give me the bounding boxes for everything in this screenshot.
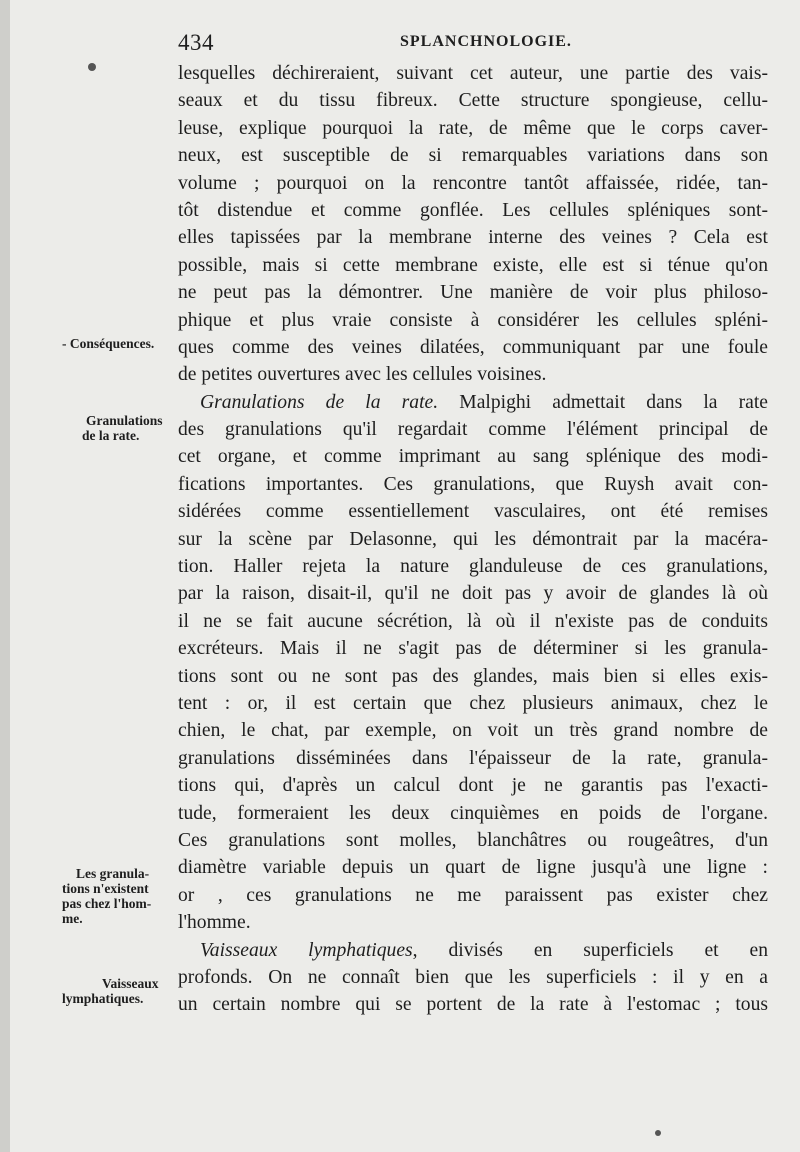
paragraph-structure <box>178 60 768 389</box>
text-line: sur la scène par Delasonne, qui les démontrait par la macéra- <box>178 528 768 550</box>
text-line: chien, le chat, par exemple, on voit un très grand nombre de <box>178 720 768 742</box>
text-line: l'homme. <box>178 912 251 934</box>
text-line: possible, mais si cette membrane existe, elle est si ténue qu'on <box>178 254 768 276</box>
text-line: seaux et du tissu fibreux. Cette structure spongieuse, cellu- <box>178 90 768 112</box>
text-line-rest: , divisés en superficiels et en <box>412 939 768 961</box>
text-line: or , ces granulations ne me paraissent pas exister chez <box>178 884 768 906</box>
text-line: par la raison, disait-il, qu'il ne doit pas y avoir de glandes là où <box>178 583 768 605</box>
text-line: cet organe, et comme imprimant au sang splénique des modi- <box>178 446 768 468</box>
text-line: profonds. On ne connaît bien que les superficiels : il y en a <box>178 966 768 988</box>
text-line: il ne se fait aucune sécrétion, là où il n'existe pas de conduits <box>178 610 768 632</box>
paragraph-vaisseaux <box>178 937 768 1019</box>
running-title: SPLANCHNOLOGIE. <box>400 33 572 50</box>
text-line: granulations disséminées dans l'épaisseur de la rate, granula- <box>178 747 768 769</box>
text-line: tions sont ou ne sont pas des glandes, mais bien si elles exis- <box>178 665 768 687</box>
text-line: tions qui, d'après un calcul dont je ne garantis pas l'exacti- <box>178 775 768 797</box>
text-line: un certain nombre qui se portent de la rate à l'estomac ; tous <box>178 994 768 1016</box>
margin-note-vaisseaux <box>62 976 159 1006</box>
margin-note-line: Vaisseaux <box>102 976 159 991</box>
text-line: des granulations qu'il regardait comme l'élément principal de <box>178 419 768 441</box>
body-text <box>178 60 768 1019</box>
text-line: leuse, explique pourquoi la rate, de même que le corps caver- <box>178 117 768 139</box>
margin-note-line: lymphatiques. <box>62 991 144 1006</box>
text-line: phique et plus vraie consiste à considérer les cellules spléni- <box>178 309 768 331</box>
page-gutter-edge <box>0 0 10 1152</box>
margin-note-line: Les granula- <box>76 866 150 881</box>
ink-speck-bottom <box>655 1130 661 1136</box>
text-line: sidérées comme essentiellement vasculaires, ont été remises <box>178 501 768 523</box>
text-line: excréteurs. Mais il ne s'agit pas de déterminer si les granula- <box>178 638 768 660</box>
text-line: de petites ouvertures avec les cellules voisines. <box>178 364 547 386</box>
text-line: tôt distendue et comme gonflée. Les cellules spléniques sont- <box>178 199 768 221</box>
text-line: diamètre variable depuis un quart de ligne jusqu'à une ligne : <box>178 857 768 879</box>
text-line: elles tapissées par la membrane interne des veines ? Cela est <box>178 227 768 249</box>
text-line: ne peut pas la démontrer. Une manière de voir plus philoso- <box>178 282 768 304</box>
ink-speck-top <box>88 63 96 71</box>
margin-note-line: me. <box>62 911 83 926</box>
margin-note-line: - Conséquences. <box>62 336 155 351</box>
text-line: tent : or, il est certain que chez plusieurs animaux, chez le <box>178 692 768 714</box>
text-line: ques comme des veines dilatées, communiquant par une foule <box>178 336 768 358</box>
page-header <box>178 30 768 58</box>
margin-note-line: Granulations <box>86 413 163 428</box>
margin-note-line: de la rate. <box>82 428 140 443</box>
text-line <box>178 389 768 416</box>
text-line: neux, est susceptible de si remarquables variations dans son <box>178 145 768 167</box>
paragraph-granulations <box>178 389 768 937</box>
margin-note-granulations <box>82 413 163 443</box>
margin-note-line: tions n'existent <box>62 881 149 896</box>
text-line: tude, formeraient les deux cinquièmes en poids de l'organe. <box>178 802 768 824</box>
page-number: 434 <box>178 30 214 55</box>
section-lead-vaisseaux: Vaisseaux lymphatiques <box>200 939 413 961</box>
text-line: volume ; pourquoi on la rencontre tantôt affaissée, ridée, tan- <box>178 172 768 194</box>
text-line <box>178 937 768 964</box>
text-line: fications importantes. Ces granulations, que Ruysh avait con- <box>178 473 768 495</box>
text-line: tion. Haller rejeta la nature glanduleuse de ces granulations, <box>178 556 768 578</box>
margin-note-granulations-absent <box>62 866 151 926</box>
text-line: lesquelles déchireraient, suivant cet auteur, une partie des vais- <box>178 63 768 84</box>
margin-note-consequences <box>62 336 154 351</box>
text-line: Ces granulations sont molles, blanchâtres ou rougeâtres, d'un <box>178 829 768 851</box>
section-lead-granulations: Granulations de la rate. <box>200 391 439 413</box>
margin-note-line: pas chez l'hom- <box>62 896 152 911</box>
text-line-rest: Malpighi admettait dans la rate <box>438 391 769 413</box>
